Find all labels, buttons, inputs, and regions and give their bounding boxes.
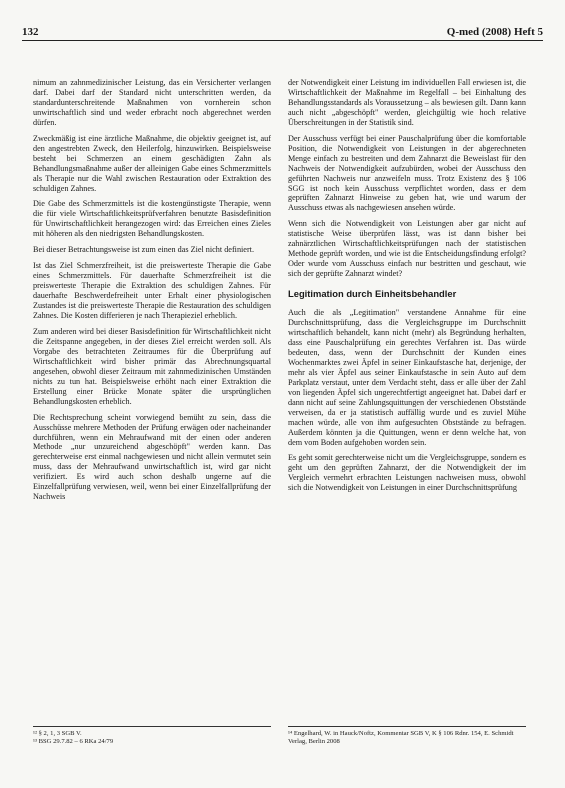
paragraph: Auch die als „Legitimation" verstandene Annahme für eine Durchschnittsprüfung, dass die Vergleichsgruppe im Durchschnitt wirtschaftlich behandelt, kann nicht (mehr) als Begründung herhalten, dass eine Pauschalprüfung ein gerechtes Verfahren ist. Das würde bedeuten, dass, wenn der Durchschnitt der Kunden eines Wochenmarktes zwei Äpfel in seiner Einkaufstasche hat, derjenige, der mehr als vier Äpfel aus seiner Einkaufstasche in sein Auto auf dem Parkplatz verstaut, unter dem Verdacht steht, dass er alle über der Zahl von liegenden Äpfel sich ungerechtfertigt angeeignet hat. Dabei darf er dann nicht auf seine Zahlungsquittungen der verschiedenen Obststände verweisen, da er ja statistisch auffällig wurde und es zuviel Mühe machen würde, alle von ihm aufgesuchten Obststände zu befragen. Außerdem könnten ja die Quittungen, wenn er denn welche hat, von dem vom Boden aufgehoben worden sein. [288,308,526,447]
paragraph: Die Gabe des Schmerzmittels ist die kostengünstigste Therapie, wenn die für viele Wirtschaftlichkeitsprüfverfahren benutzte Basisdefinition für Unwirtschaftlichkeit herangezogen wird: das Erreichen eines Zieles mit höheren als den niedrigsten Behandlungskosten. [33,199,271,239]
footnotes-right [288,726,526,746]
left-column [33,78,271,716]
paragraph: Wenn sich die Notwendigkeit von Leistungen aber gar nicht auf statistische Weise überprüfen lässt, was ist dann bisher bei zahnärztlichen Wirtschaftlichkeitsprüfungen nach der statistischen Methode geprüft worden, und wie ist die Entscheidungsfindung erfolgt? Oder wurde vom Ausschuss einfach nur bestritten und geschaut, wie sich der geprüfte Zahnarzt windet? [288,219,526,279]
paragraph: Es geht somit gerechterweise nicht um die Vergleichsgruppe, sondern es geht um den geprüften Zahnarzt, der die Notwendigkeit der im Vergleich vermehrt erbrachten Leistungen nachweisen muss, obwohl sich die Notwendigkeit von Leistungen in einer Durchschnittsprüfung [288,453,526,493]
journal-issue: Q-med (2008) Heft 5 [446,26,543,38]
paragraph: Zweckmäßig ist eine ärztliche Maßnahme, die objektiv geeignet ist, auf den angestrebten Zweck, den Heilerfolg, hinzuwirken. Beispielsweise besteht bei Schmerzen an einem geschädigten Zahn als Behandlungsmaßnahme außer der alleinigen Gabe eines Schmerzmittels als Therapie nur die Wahl zwischen Restauration oder Extraktion des schuldigen Zahnes. [33,133,271,193]
right-column [288,78,526,716]
paragraph: Bei dieser Betrachtungsweise ist zum einen das Ziel nicht definiert. [33,245,254,255]
paragraph: Zum anderen wird bei dieser Basisdefinition für Wirtschaftlichkeit nicht die Zeitspanne angegeben, in der dieses Ziel erreicht werden soll. Als Vorgabe des betrachteten Zeitraumes für die Überprüfung auf Wirtschaftlichkeit wird bisher primär das Abrechnungsquartal angesehen, obwohl dieser Zeitraum mit zahnmedizinischen Umständen nichts zu tun hat. Beispielsweise erhöht nach einer Extraktion die Erstellung einer Brücke Monate später die ursprünglichen Behandlungskosten erheblich. [33,326,271,406]
footnote: ¹² § 2, 1, 3 SGB V. [33,730,82,737]
footnote: ¹⁴ Engelhard, W. in Hauck/Noftz, Kommentar SGB V, K § 106 Rdnr. 154, E. Schmidt Verlag, Berlin 2008 [288,730,514,745]
section-heading: Legitimation durch Einheitsbehandler [288,288,457,300]
paragraph: Die Rechtsprechung scheint vorwiegend bemüht zu sein, dass die Ausschüsse mehrere Methoden der Prüfung erwägen oder nacheinander durchführen, wenn ein Mehraufwand mit der einen oder anderen Methode „nur unzureichend abgeschöpft" werden kann. Das gerechterweise erst einmal nachgewiesen und nicht allein vermutet sein muss, dass der Mehraufwand unwirtschaftlich ist, wird gar nicht verifiziert. Es wird auch schon deshalb ungerne auf die Einzelfallprüfung verwiesen, weil, wenn bei einer Einzelfallprüfung der Nachweis [33,412,271,502]
footnote: ¹³ BSG 29.7.82 – 6 RKa 24/79 [33,738,114,745]
paragraph: nimum an zahnmedizinischer Leistung, das ein Versicherter verlangen darf. Dabei darf der Standard nicht unterschritten werden, da standardunterschreitende Maßnahmen von vornherein schon unwirtschaftlich sind und weder erbracht noch abgerechnet werden dürfen. [33,78,271,127]
page-header [22,22,543,41]
page-number: 132 [22,26,39,38]
paragraph: Der Ausschuss verfügt bei einer Pauschalprüfung über die komfortable Position, die Notwendigkeit von Leistungen in der abgerechneten Menge einfach zu bestreiten und dem Zahnarzt die Beweislast für den Nachweis der Notwendigkeit aufzubürden, wobei der Ausschuss den geführten Nachweis nur anzweifeln muss. Trotz Existenz des § 106 SGG ist noch kein Ausschuss verpflichtet worden, dass er dem geprüften Zahnarzt Hinweise zu geben hat, wie und warum der Ausschuss etwas als nachgewiesen ansehen würde. [288,133,526,213]
footnotes-left [33,726,271,746]
paragraph: Ist das Ziel Schmerzfreiheit, ist die preiswerteste Therapie die Gabe eines Schmerzmittels. Für dauerhafte Schmerzfreiheit ist die preiswerteste Therapie die Extraktion des schuldigen Zahnes. Für dauerhafte Beschwerdefreiheit unter Erhalt einer physiologischen Zustandes ist die preiswerteste Therapie die Restauration des schuldigen Zahnes. Die Kosten differieren je nach Therapieziel erheblich. [33,261,271,321]
paragraph: der Notwendigkeit einer Leistung im individuellen Fall erwiesen ist, die Wirtschaftlichkeit der Maßnahme im Regelfall – bei Einhaltung des Behandlungsstandards als Voraussetzung – als bewiesen gilt. Dann kann auch nicht „abgeschöpft" werden, gleichgültig wie hoch relative Überschreitungen in der Statistik sind. [288,78,526,127]
